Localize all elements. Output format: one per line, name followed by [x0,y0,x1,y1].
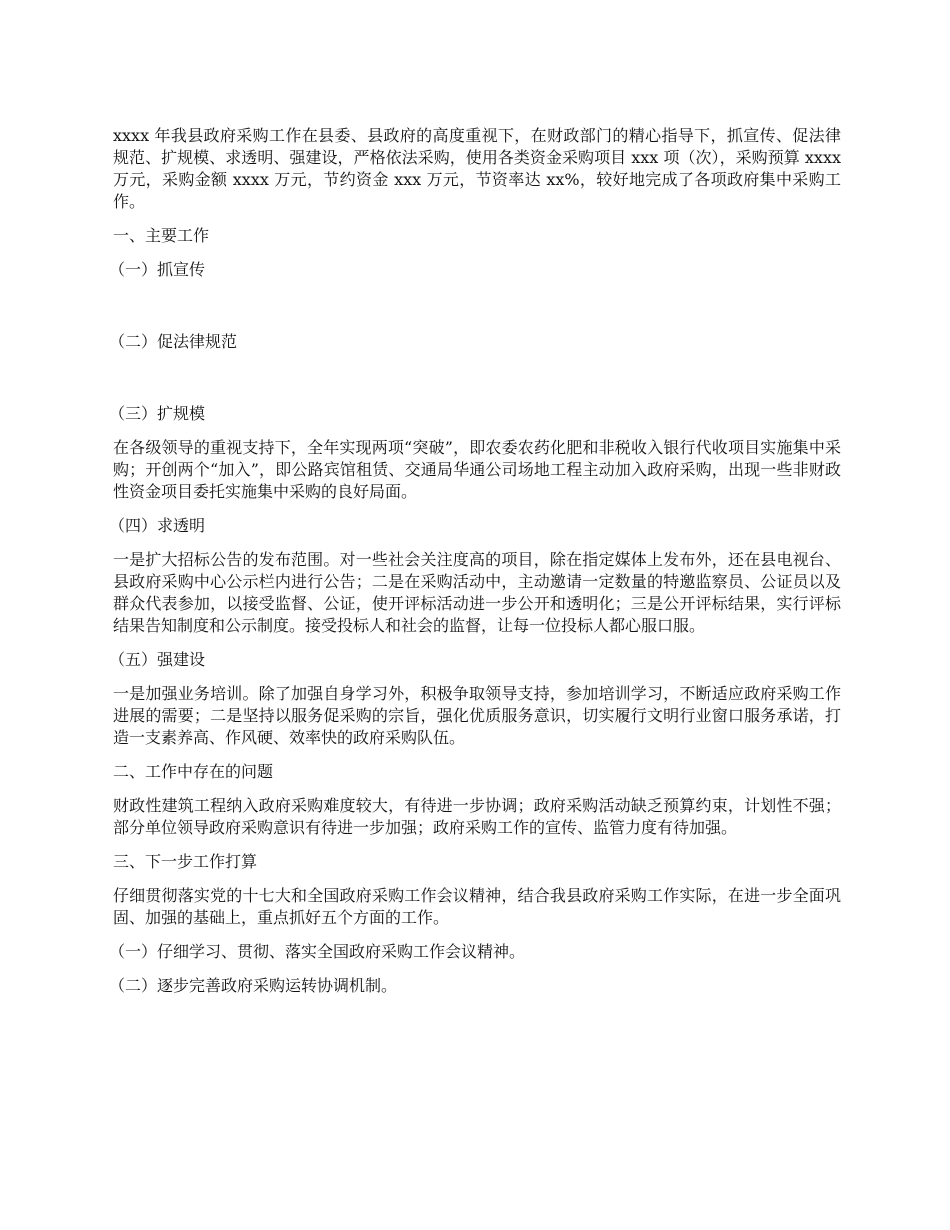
blank-space [113,365,841,403]
section-1-sub-4-text: 一是扩大招标公告的发布范围。对一些社会关注度高的项目，除在指定媒体上发布外，还在县电视台、县政府采购中心公示栏内进行公告；二是在采购活动中，主动邀请一定数量的特邀监察员、公证员以及群众代表参加，以接受监督、公证，使开评标活动进一步公开和透明化；三是公开评标结果，实行评标结果告知制度和公示制度。接受投标人和社会的监督，让每一位投标人都心服口服。 [113,550,841,635]
blank-space [113,293,841,331]
section-3-title: 三、下一步工作打算 [113,852,258,871]
section-1-sub-3-text: 在各级领导的重视支持下，全年实现两项“突破”，即农委农药化肥和非税收入银行代收项目实施集中采购；开创两个“加入”，即公路宾馆租赁、交通局华通公司场地工程主动加入政府采购，出现一些非财政性资金项目委托实施集中采购的良好局面。 [113,438,841,501]
section-1-sub-4-title: （四）求透明 [109,516,206,535]
section-1-sub-3-title: （三）扩规模 [109,404,206,423]
section-1-sub-5-title: （五）强建设 [109,650,206,669]
section-2-text: 财政性建筑工程纳入政府采购难度较大，有待进一步协调；政府采购活动缺乏预算约束，计划性不强；部分单位领导政府采购意识有待进一步加强；政府采购工作的宣传、监管力度有待加强。 [113,796,841,837]
document-body [109,125,841,1009]
section-3-text: 仔细贯彻落实党的十七大和全国政府采购工作会议精神，结合我县政府采购工作实际，在进一步全面巩固、加强的基础上，重点抓好五个方面的工作。 [113,886,841,927]
section-1-sub-5-text: 一是加强业务培训。除了加强自身学习外，积极争取领导支持，参加培训学习，不断适应政府采购工作进展的需要；二是坚持以服务促采购的宗旨，强化优质服务意识，切实履行文明行业窗口服务承诺，打造一支素养高、作风硬、效率快的政府采购队伍。 [113,684,841,747]
section-2-title: 二、工作中存在的问题 [113,762,274,781]
section-3-item-2: （二）逐步完善政府采购运转协调机制。 [109,976,398,995]
section-1-sub-1-title: （一）抓宣传 [109,260,206,279]
intro-paragraph: xxxx 年我县政府采购工作在县委、县政府的高度重视下，在财政部门的精心指导下，抓宣传、促法律规范、扩规模、求透明、强建设，严格依法采购，使用各类资金采购项目 xxx 项（次），采购预算 xxxx 万元，采购金额 xxxx 万元，节约资金 xxx 万元，节资率达 xx%，较好地完成了各项政府集中采购工作。 [113,126,841,211]
section-3-item-1: （一）仔细学习、贯彻、落实全国政府采购工作会议精神。 [109,942,526,961]
section-1-sub-2-title: （二）促法律规范 [109,332,238,351]
section-1-title: 一、主要工作 [113,226,210,245]
